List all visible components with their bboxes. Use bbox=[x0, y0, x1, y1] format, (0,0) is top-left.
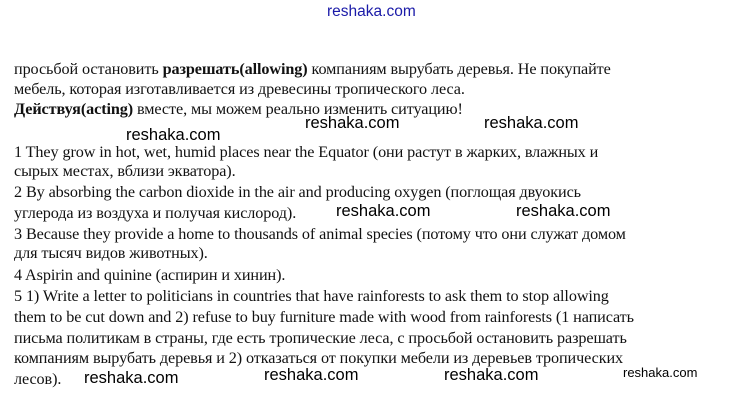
watermark: reshaka.com bbox=[126, 126, 221, 144]
watermark: reshaka.com bbox=[484, 114, 579, 132]
answer-5-line-2: them to be cut down and 2) refuse to buy furniture made with wood from rainforests (1 написать bbox=[14, 308, 634, 326]
text-span: компаниям вырубать деревья. Не покупайте bbox=[307, 60, 611, 78]
answer-1-line-2: сырых местах, вблизи экватора). bbox=[14, 162, 236, 180]
watermark: reshaka.com bbox=[444, 366, 539, 384]
watermark: reshaka.com bbox=[264, 366, 359, 384]
answer-3-line-1: 3 Because they provide a home to thousands of animal species (потому что они служат домом bbox=[14, 225, 626, 243]
answer-5-line-1: 5 1) Write a letter to politicians in countries that have rainforests to ask them to stop allowing bbox=[14, 287, 609, 305]
answer-2-line-2: углерода из воздуха и получая кислород). bbox=[14, 204, 297, 222]
answer-3-line-2: для тысяч видов животных). bbox=[14, 244, 208, 262]
answer-5-line-3: письма политикам в страны, где есть тропические леса, с просьбой остановить разрешать bbox=[14, 329, 627, 347]
text-line bbox=[14, 60, 611, 78]
bold-term-allowing: разрешать(allowing) bbox=[162, 60, 308, 78]
watermark: reshaka.com bbox=[336, 202, 431, 220]
text-span: просьбой остановить bbox=[14, 60, 163, 78]
watermark: reshaka.com bbox=[516, 202, 611, 220]
watermark-top: reshaka.com bbox=[327, 3, 416, 20]
answer-1-line-1: 1 They grow in hot, wet, humid places near the Equator (они растут в жарких, влажных и bbox=[14, 143, 599, 161]
watermark: reshaka.com bbox=[305, 114, 400, 132]
answer-5-line-4: компаниям вырубать деревья и 2) отказаться от покупки мебели из деревьев тропических bbox=[14, 349, 624, 367]
answer-5-line-5: лесов). bbox=[14, 370, 62, 388]
bold-term-acting: Действуя(acting) bbox=[14, 100, 134, 118]
answer-4-line-1: 4 Aspirin and quinine (аспирин и хинин). bbox=[14, 266, 286, 284]
text-line: мебель, которая изготавливается из древесины тропического леса. bbox=[14, 80, 465, 98]
watermark: reshaka.com bbox=[84, 369, 179, 387]
watermark: reshaka.com bbox=[623, 365, 698, 380]
text-span: вместе, мы можем реально изменить ситуацию! bbox=[133, 100, 463, 118]
answer-2-line-1: 2 By absorbing the carbon dioxide in the air and producing oxygen (поглощая двуокись bbox=[14, 183, 581, 201]
